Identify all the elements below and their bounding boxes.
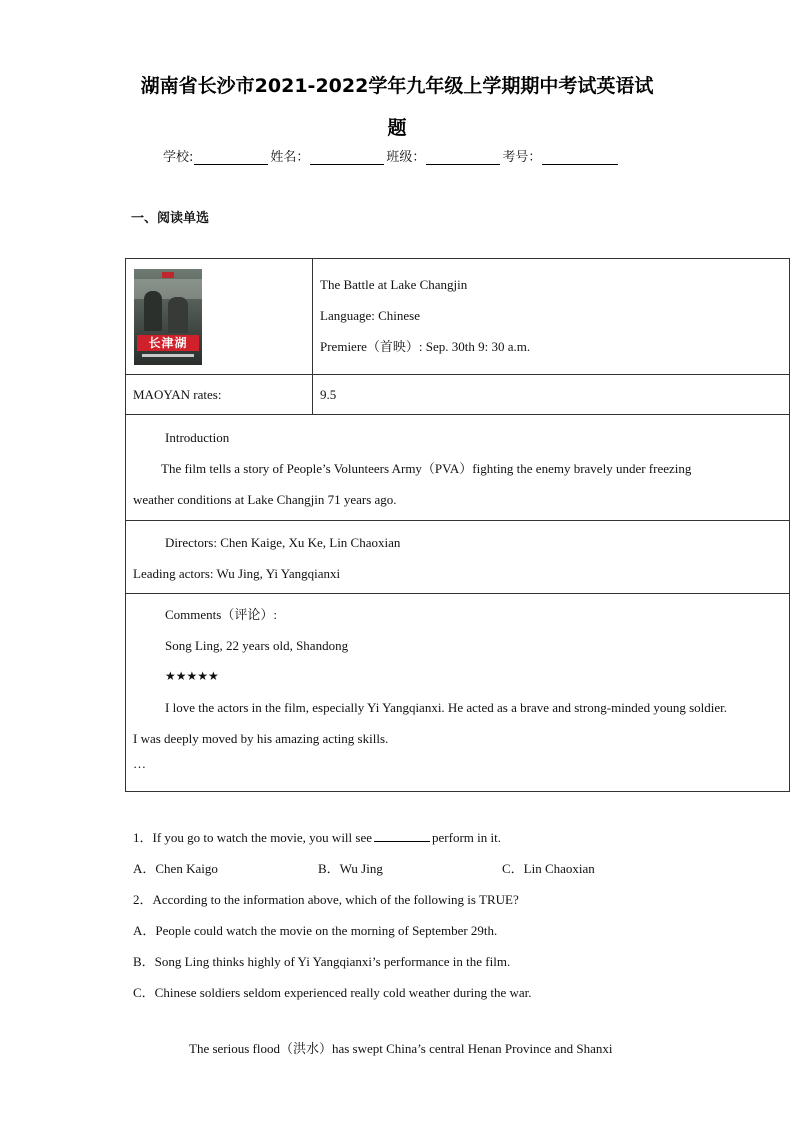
film-info-table bbox=[125, 258, 790, 792]
rating-value: 9.5 bbox=[320, 387, 337, 402]
introduction-text-line2: weather conditions at Lake Changjin 71 years ago. bbox=[133, 492, 397, 507]
exam-title-line2: 题 bbox=[387, 117, 407, 139]
rating-value-cell bbox=[313, 375, 790, 415]
movie-premiere: Premiere（首映）: Sep. 30th 9: 30 a.m. bbox=[320, 339, 531, 354]
movie-title: The Battle at Lake Changjin bbox=[320, 277, 468, 292]
question-1-options bbox=[133, 853, 773, 884]
star-rating: ★★★★★ bbox=[165, 669, 219, 683]
poster-cell bbox=[126, 259, 313, 375]
question-2-option-c[interactable]: C．Chinese soldiers seldom experienced really cold weather during the war. bbox=[133, 985, 532, 1000]
question-1-stem-end: perform in it. bbox=[432, 830, 501, 845]
introduction-text-line1: The film tells a story of People’s Volunteers Army（PVA）fighting the enemy bravely under freezing bbox=[161, 461, 692, 476]
movie-poster bbox=[134, 269, 202, 365]
question-1-option-b[interactable]: B．Wu Jing bbox=[318, 861, 383, 876]
rating-label: MAOYAN rates: bbox=[133, 387, 222, 402]
directors-line: Directors: Chen Kaige, Xu Ke, Lin Chaoxian bbox=[165, 535, 401, 550]
name-blank[interactable] bbox=[310, 150, 384, 165]
introduction-heading: Introduction bbox=[165, 430, 230, 445]
question-1 bbox=[133, 822, 773, 853]
class-label: 班级： bbox=[386, 150, 426, 165]
rating-label-cell bbox=[126, 375, 313, 415]
school-blank[interactable] bbox=[194, 150, 268, 165]
student-info-line bbox=[163, 146, 620, 165]
question-2-option-b[interactable]: B．Song Ling thinks highly of Yi Yangqianxi’s performance in the film. bbox=[133, 954, 511, 969]
class-blank[interactable] bbox=[426, 150, 500, 165]
school-label: 学校: bbox=[163, 150, 194, 165]
question-1-option-a[interactable]: A．Chen Kaigo bbox=[133, 861, 218, 876]
question-1-stem-start: 1．If you go to watch the movie, you will see bbox=[133, 830, 373, 845]
question-1-answer-blank[interactable] bbox=[374, 827, 430, 842]
credits-cell bbox=[126, 521, 790, 594]
exam-number-label: 考号： bbox=[502, 150, 542, 165]
comments-cell bbox=[126, 594, 790, 792]
exam-number-blank[interactable] bbox=[542, 150, 618, 165]
question-2: 2．According to the information above, which of the following is TRUE? bbox=[133, 892, 519, 907]
comment-ellipsis: … bbox=[133, 756, 146, 771]
introduction-cell bbox=[126, 415, 790, 521]
movie-details-cell bbox=[313, 259, 790, 375]
exam-title-line1: 湖南省长沙市2021-2022学年九年级上学期期中考试英语试 bbox=[140, 75, 654, 97]
section-title: 一、阅读单选 bbox=[131, 211, 210, 226]
next-passage-text: The serious flood（洪水）has swept China’s central Henan Province and Shanxi bbox=[189, 1041, 613, 1056]
questions-block bbox=[133, 822, 773, 1008]
name-label: 姓名： bbox=[270, 150, 310, 165]
comment-text-line2: I was deeply moved by his amazing acting skills. bbox=[133, 731, 389, 746]
comment-text-line1: I love the actors in the film, especially Yi Yangqianxi. He acted as a brave and strong-minded young soldier. bbox=[165, 700, 727, 715]
comments-heading: Comments（评论）: bbox=[165, 607, 277, 622]
question-1-option-c[interactable]: C．Lin Chaoxian bbox=[502, 861, 595, 876]
commenter-info: Song Ling, 22 years old, Shandong bbox=[165, 638, 349, 653]
poster-title: 长津湖 bbox=[137, 335, 199, 351]
actors-line: Leading actors: Wu Jing, Yi Yangqianxi bbox=[133, 566, 341, 581]
movie-language: Language: Chinese bbox=[320, 308, 420, 323]
question-2-option-a[interactable]: A．People could watch the movie on the morning of September 29th. bbox=[133, 923, 498, 938]
